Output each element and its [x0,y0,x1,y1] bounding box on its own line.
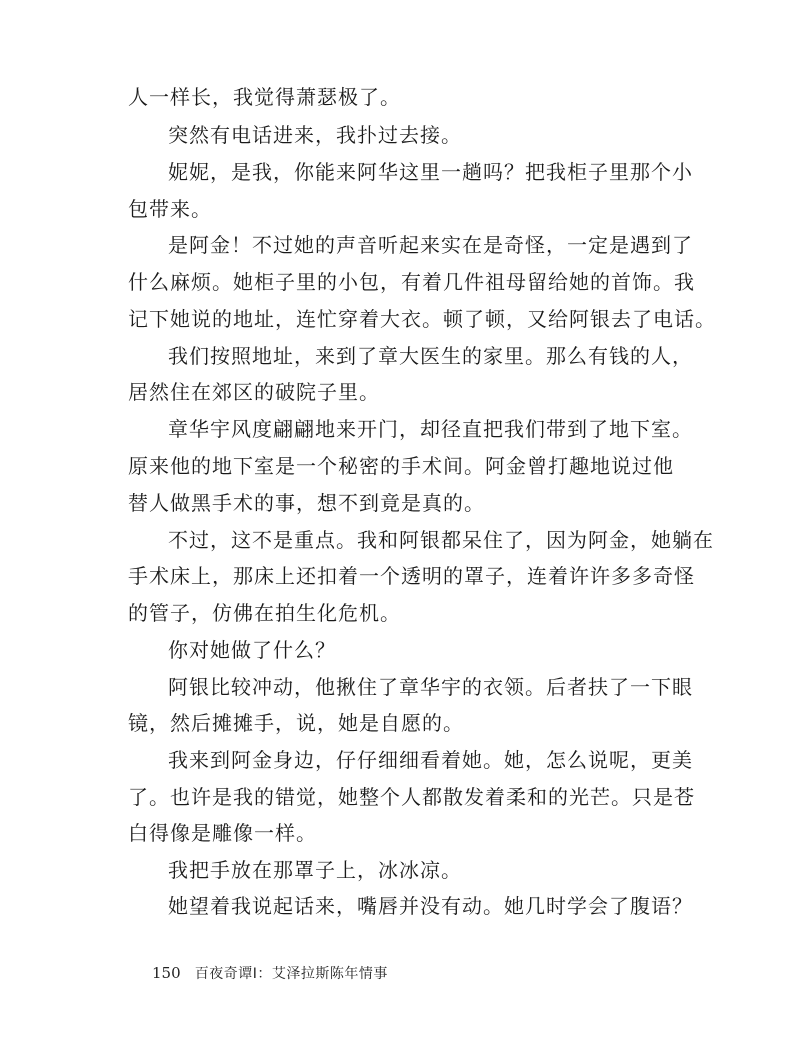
page-footer [152,963,388,984]
text-line: 替人做黑手术的事，想不到竟是真的。 [128,491,485,515]
text-line: 原来他的地下室是一个秘密的手术间。阿金曾打趣地说过他 [128,454,674,478]
text-line: 白得像是雕像一样。 [128,821,317,845]
text-line: 阿银比较冲动，他揪住了章华宇的衣领。后者扶了一下眼 [168,675,693,699]
text-line: 手术床上，那床上还扣着一个透明的罩子，连着许许多多奇怪 [128,564,695,588]
text-line: 记下她说的地址，连忙穿着大衣。顿了顿，又给阿银去了电话。 [128,307,716,331]
text-line: 我来到阿金身边，仔仔细细看着她。她，怎么说呢，更美 [168,748,693,772]
book-title: 百夜奇谭Ⅰ：艾泽拉斯陈年情事 [194,966,388,982]
text-line: 居然住在郊区的破院子里。 [128,380,380,404]
text-line: 我们按照地址，来到了章大医生的家里。那么有钱的人， [168,344,693,368]
text-line: 的管子，仿佛在拍生化危机。 [128,601,401,625]
text-line: 突然有电话进来，我扑过去接。 [168,123,462,147]
text-line: 是阿金！不过她的声音听起来实在是奇怪，一定是遇到了 [168,233,693,257]
text-line: 章华宇风度翩翩地来开门，却径直把我们带到了地下室。 [168,417,693,441]
text-line: 人一样长，我觉得萧瑟极了。 [128,85,401,109]
text-line: 妮妮，是我，你能来阿华这里一趟吗？把我柜子里那个小 [168,160,693,184]
text-line: 她望着我说起话来，嘴唇并没有动。她几时学会了腹语？ [168,894,693,918]
text-line: 什么麻烦。她柜子里的小包，有着几件祖母留给她的首饰。我 [128,270,695,294]
page-number: 150 [152,964,181,982]
text-line: 我把手放在那罩子上，冰冰凉。 [168,858,462,882]
text-line: 不过，这不是重点。我和阿银都呆住了，因为阿金，她躺在 [168,528,714,552]
text-line: 了。也许是我的错觉，她整个人都散发着柔和的光芒。只是苍 [128,785,695,809]
text-line: 镜，然后摊摊手，说，她是自愿的。 [128,711,464,735]
text-line: 你对她做了什么？ [168,638,336,662]
text-line: 包带来。 [128,197,212,221]
